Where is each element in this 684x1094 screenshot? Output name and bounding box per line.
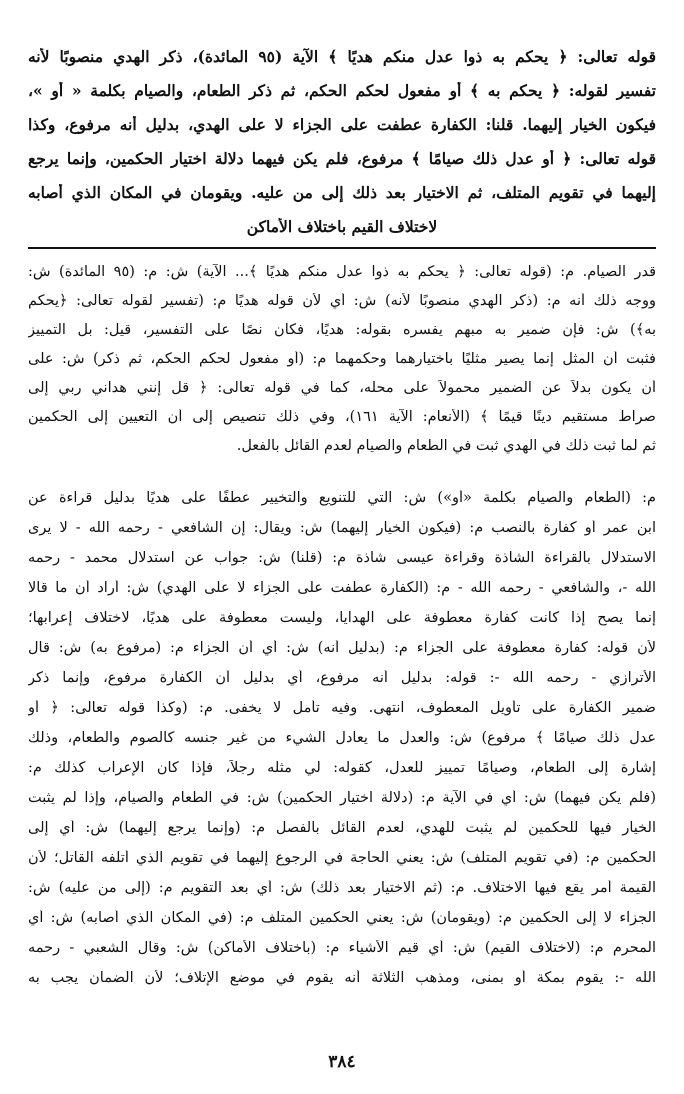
commentary-line: إشارة إلى الطعام، وصيامًا تمييز للعدل، كقوله: لي مثله رجلاً، فإذا كان الإعراب كذلك م: — [28, 760, 656, 776]
commentary-line: ضمير الكفارة على تأويل المعطوف، انتهى. وفيه تأمل لا يخفى. م: (وكذا قوله تعالى: ﴿ أو — [28, 700, 656, 716]
commentary-line: المحرم م: (لاختلاف القيم) ش: أي قيم الأشياء م: (باختلاف الأماكن) ش: وقال الشعبي - رحمه — [28, 940, 656, 956]
commentary-line: لأن قوله: كفارة معطوفة على الجزاء م: (بدليل أنه) ش: أي أن الجزاء م: (مرفوع به) ش: قال — [28, 640, 656, 656]
commentary-line: الخيار فيها للحكمين لم يثبت للهدي، لعدم القائل بالفصل م: (وإنما يرجع إليهما) ش: أي إلى — [28, 820, 656, 836]
commentary-line: ثم لما ثبت ذلك في الهدي ثبت في الطعام والصيام لعدم القائل بالفعل. — [236, 438, 656, 454]
commentary-line: الأترازي - رحمه الله -: قوله: بدليل أنه مرفوع، أي بدليل أن الكفارة مرفوع، وإنما ذكر — [28, 670, 656, 686]
commentary-line: قدر الصيام. م: (قوله تعالى: ﴿ يحكم به ذوا عدل منكم هديًا ﴾... الآية) ش: م: (٩٥ المائدة) ش: — [28, 264, 656, 280]
main-text-line: قوله تعالى: ﴿ أو عدل ذلك صيامًا ﴾ مرفوع، فلم يكن فيهما دلالة اختيار الحكمين، وإنما يرجع — [28, 150, 656, 168]
commentary-line: عدل ذلك صيامًا ﴾ مرفوع) ش: والعدل ما يعادل الشيء من غير جنسه كالصوم والطعام، وذلك — [28, 730, 656, 746]
main-text-line: إليهما في تقويم المتلف، ثم الاختيار بعد ذلك إلى من عليه. ويقومان في المكان الذي أصابه — [28, 184, 656, 202]
main-text-line: فيكون الخيار إليهما. قلنا: الكفارة عطفت على الجزاء لا على الهدي، بدليل أنه مرفوع، وكذا — [28, 116, 656, 134]
commentary-line: القيمة أمر يقع فيها الاختلاف. م: (ثم الاختيار بعد ذلك) ش: أي بعد التقويم م: (إلى من عليه) ش: — [28, 880, 656, 896]
commentary-line: الجزاء لا إلى الحكمين م: (ويقومان) ش: يعني الحكمين المتلف م: (في المكان الذي أصابه) ش: أي — [28, 910, 656, 926]
commentary-line: الاستدلال بالقراءة الشاذة وقراءة عيسى شاذة م: (قلنا) ش: جواب عن استدلال محمد - رحمه — [28, 550, 656, 566]
commentary-line: الحكمين م: (في تقويم المتلف) ش: يعني الحاجة في الرجوع إليهما في تقويم الذي أتلفه القاتل؛ لأن — [28, 850, 656, 866]
commentary-line: الله -: يقوم بمكة أو بمنى، ومذهب الثلاثة أنه يقوم في موضع الإتلاف؛ لأن الضمان يجب به — [28, 970, 656, 986]
commentary-line: الله -، والشافعي - رحمه الله - م: (الكفارة عطفت على الجزاء لا على الهدي) ش: أراد أن ما قالا — [28, 580, 656, 596]
commentary-line: ووجه ذلك أنه م: (ذكر الهدي منصوبًا لأنه) ش: أي لأن قوله هديًا م: (تفسير لقوله تعالى: ﴿يحكم — [28, 293, 656, 309]
page-number: ٣٨٤ — [328, 1052, 356, 1072]
separator-rule — [28, 247, 656, 249]
main-text-line: قوله تعالى: ﴿ يحكم به ذوا عدل منكم هديًا ﴾ الآية (٩٥ المائدة)، ذكر الهدي منصوبًا لأنه — [28, 48, 656, 66]
commentary-line: ابن عمر أو كفارة بالنصب م: (فيكون الخيار إليهما) ش: ويقال: إن الشافعي - رحمه الله - لا يرى — [28, 520, 656, 536]
commentary-line: إنما يصح إذا كانت كفارة معطوفة على الهدايا، وليست معطوفة على هديًا، لاختلاف إعرابها؛ — [28, 610, 656, 626]
commentary-line: (فلم يكن فيهما) ش: أي في الآية م: (دلالة اختيار الحكمين) ش: في الطعام والصيام، وإذا لم يثبت — [28, 790, 656, 806]
commentary-line: به﴾) ش: فإن ضمير به مبهم يفسره بقوله: هديًا، فكان نصًا على التفسير، قيل: بل التمييز — [28, 322, 656, 338]
main-text-line: تفسير لقوله: ﴿ يحكم به ﴾ أو مفعول لحكم الحكم، ثم ذكر الطعام، والصيام بكلمة « أو »، — [28, 82, 656, 100]
commentary-line: فثبت أن المثل إنما يصير مثليًا باختيارهما وحكمهما م: (أو مفعول لحكم الحكم، ثم ذكر) ش: على — [28, 351, 656, 367]
commentary-line: أن يكون بدلاً عن الضمير محمولاً على محله، كما في قوله تعالى: ﴿ قل إنني هداني ربي إلى — [28, 380, 656, 396]
commentary-line: م: (الطعام والصيام بكلمة «أو») ش: التي للتنويع والتخيير عطفًا على هديًا بدليل قراءة عن — [28, 490, 656, 506]
commentary-line: صراط مستقيم دينًا قيمًا ﴾ (الأنعام: الآية ١٦١)، وفي ذلك تنصيص إلى أن التعيين إلى الحكمين — [28, 409, 656, 425]
main-text-line: لاختلاف القيم باختلاف الأماكن — [246, 218, 438, 236]
